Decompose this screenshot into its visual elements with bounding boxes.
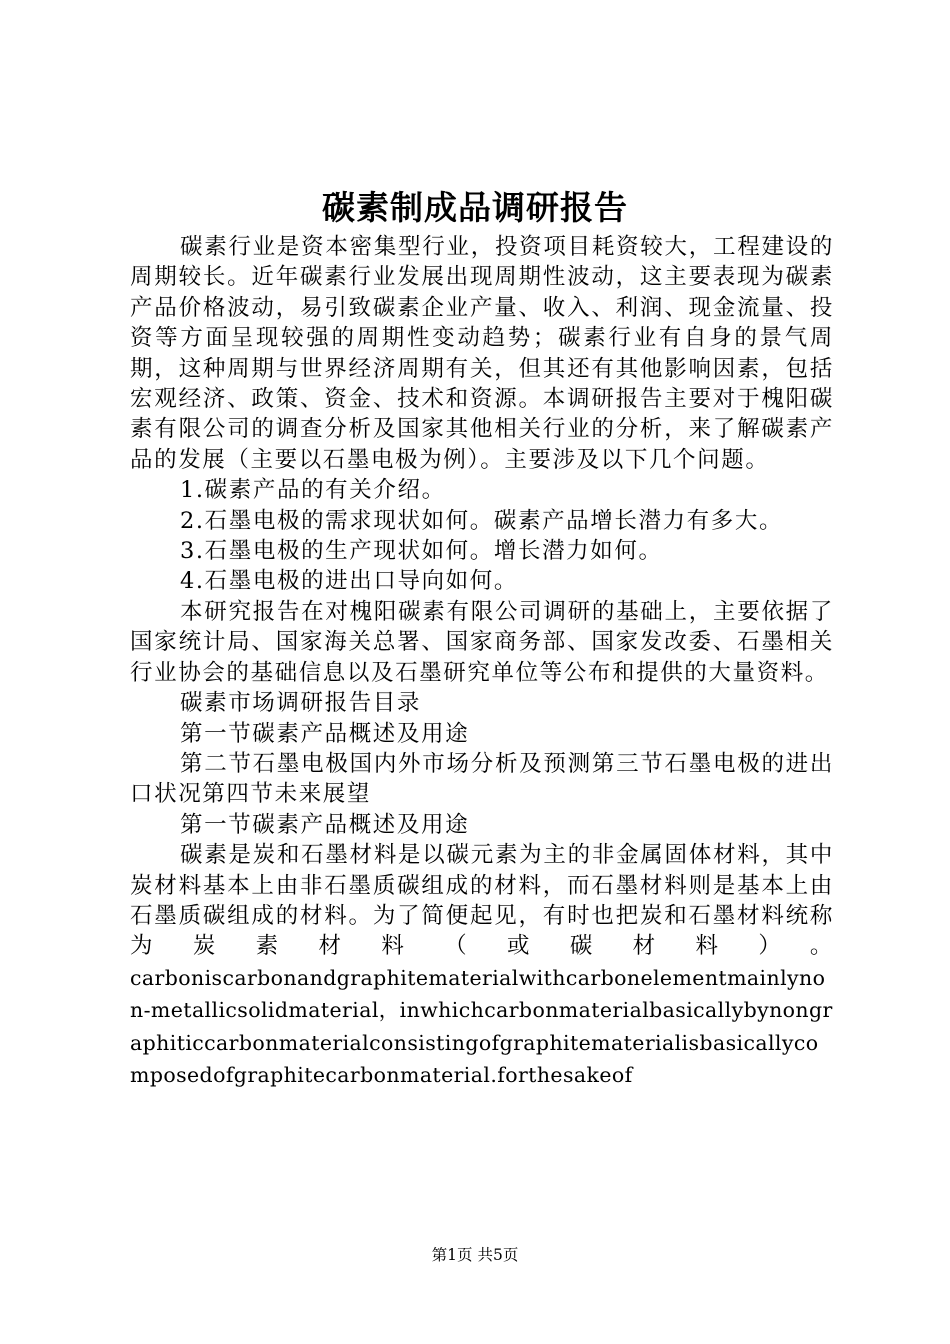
- section-1-heading: 第一节碳素产品概述及用途: [180, 811, 470, 838]
- document-body: [130, 232, 834, 1092]
- document-title: 碳素制成品调研报告: [322, 188, 628, 227]
- toc-heading: 碳素市场调研报告目录: [180, 690, 422, 717]
- question-item-1: 1.碳素产品的有关介绍。: [180, 477, 446, 504]
- sources-paragraph: 本研究报告在对槐阳碳素有限公司调研的基础上，主要依据了国家统计局、国家海关总署、国家商务部、国家发改委、石墨相关行业协会的基础信息以及石墨研究单位等公布和提供的大量资料。: [130, 598, 834, 686]
- carbon-definition-paragraph: 碳素是炭和石墨材料是以碳元素为主的非金属固体材料，其中炭材料基本上由非石墨质碳组成的材料，而石墨材料则是基本上由石墨质碳组成的材料。为了简便起见，有时也把炭和石墨材料统称为炭素材料（或碳材料）。: [130, 842, 834, 960]
- question-item-4: 4.石墨电极的进出口导向如何。: [180, 568, 518, 595]
- page-number-footer: 第1页 共5页: [431, 1246, 519, 1264]
- english-translation-text: carboniscarbonandgraphitematerialwithcarbonelementmainlynon-metallicsolidmaterial，inwhichcarbonmaterialbasicallybynongraphiticcarbonmaterialconsistingofgraphitematerialisbasicallycomposedofgraphitecarbonmaterial.forthesakeof: [130, 965, 833, 1088]
- toc-item-sections-2-4: 第二节石墨电极国内外市场分析及预测第三节石墨电极的进出口状况第四节未来展望: [130, 750, 834, 808]
- question-item-2: 2.石墨电极的需求现状如何。碳素产品增长潜力有多大。: [180, 507, 784, 534]
- intro-paragraph: 碳素行业是资本密集型行业，投资项目耗资较大，工程建设的周期较长。近年碳素行业发展出现周期性波动，这主要表现为碳素产品价格波动，易引致碳素企业产量、收入、利润、现金流量、投资等方面呈现较强的周期性变动趋势；碳素行业有自身的景气周期，这种周期与世界经济周期有关，但其还有其他影响因素，包括宏观经济、政策、资金、技术和资源。本调研报告主要对于槐阳碳素有限公司的调查分析及国家其他相关行业的分析，来了解碳素产品的发展（主要以石墨电极为例）。主要涉及以下几个问题。: [130, 234, 834, 473]
- toc-item-section-1: 第一节碳素产品概述及用途: [180, 720, 470, 747]
- question-item-3: 3.石墨电极的生产现状如何。增长潜力如何。: [180, 538, 663, 565]
